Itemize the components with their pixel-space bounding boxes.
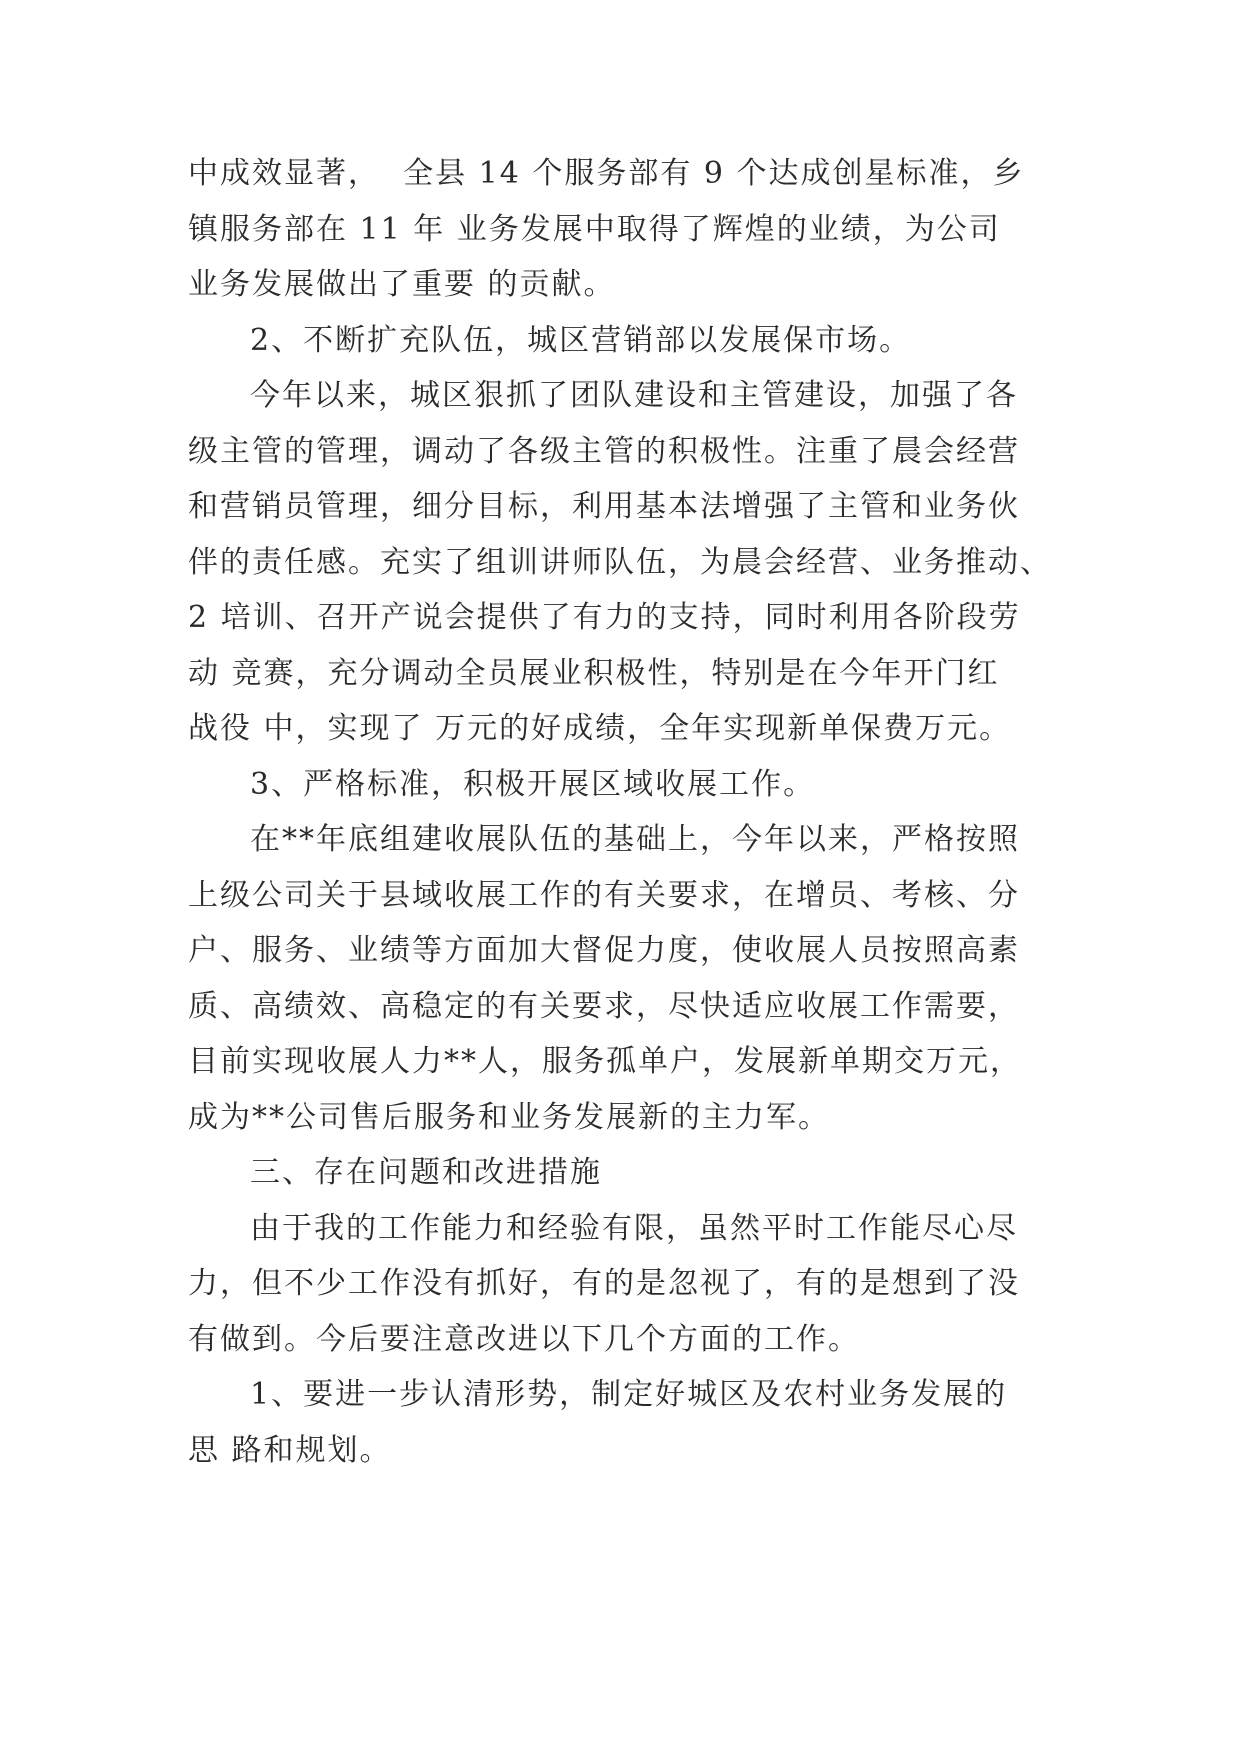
text-line: 力，但不少工作没有抓好，有的是忽视了，有的是想到了没	[188, 1266, 1020, 1301]
text-line: 3、严格标准，积极开展区域收展工作。	[250, 766, 816, 802]
text-line: 1、要进一步认清形势，制定好城区及农村业务发展的	[250, 1377, 1008, 1412]
document-body	[188, 146, 1068, 1478]
text-line: 伴的责任感。充实了组训讲师队伍，为晨会经营、业务推动、	[188, 544, 1052, 580]
text-line: 有做到。今后要注意改进以下几个方面的工作。	[188, 1321, 860, 1357]
text-line: 2、不断扩充队伍，城区营销部以发展保市场。	[250, 322, 912, 358]
text-line: 上级公司关于县域收展工作的有关要求，在增员、考核、分	[188, 877, 1020, 913]
text-line: 今年以来，城区狠抓了团队建设和主管建设，加强了各	[250, 378, 1018, 413]
text-line: 战役 中，实现了 万元的好成绩，全年实现新单保费万元。	[188, 711, 1012, 746]
text-line: 在**年底组建收展队伍的基础上，今年以来，严格按照	[250, 822, 1020, 857]
text-line: 成为**公司售后服务和业务发展新的主力军。	[188, 1099, 830, 1135]
text-line: 中成效显著， 全县 14 个服务部有 9 个达成创星标准，乡	[188, 156, 1025, 191]
text-line: 镇服务部在 11 年 业务发展中取得了辉煌的业绩，为公司	[188, 211, 1001, 247]
text-line: 动 竞赛，充分调动全员展业积极性，特别是在今年开门红	[188, 655, 1000, 691]
text-line: 级主管的管理，调动了各级主管的积极性。注重了晨会经营	[188, 433, 1020, 469]
text-line: 目前实现收展人力**人，服务孤单户，发展新单期交万元，	[188, 1044, 1022, 1079]
text-line: 和营销员管理，细分目标，利用基本法增强了主管和业务伙	[188, 489, 1020, 524]
text-line: 思 路和规划。	[188, 1432, 392, 1468]
text-line: 由于我的工作能力和经验有限，虽然平时工作能尽心尽	[250, 1210, 1018, 1246]
text-line: 三、存在问题和改进措施	[250, 1155, 602, 1190]
text-line: 业务发展做出了重要 的贡献。	[188, 267, 616, 302]
text-line: 质、高绩效、高稳定的有关要求，尽快适应收展工作需要，	[188, 988, 1020, 1024]
text-line: 2 培训、召开产说会提供了有力的支持，同时利用各阶段劳	[188, 600, 1021, 635]
text-line: 户、服务、业绩等方面加大督促力度，使收展人员按照高素	[188, 933, 1020, 968]
